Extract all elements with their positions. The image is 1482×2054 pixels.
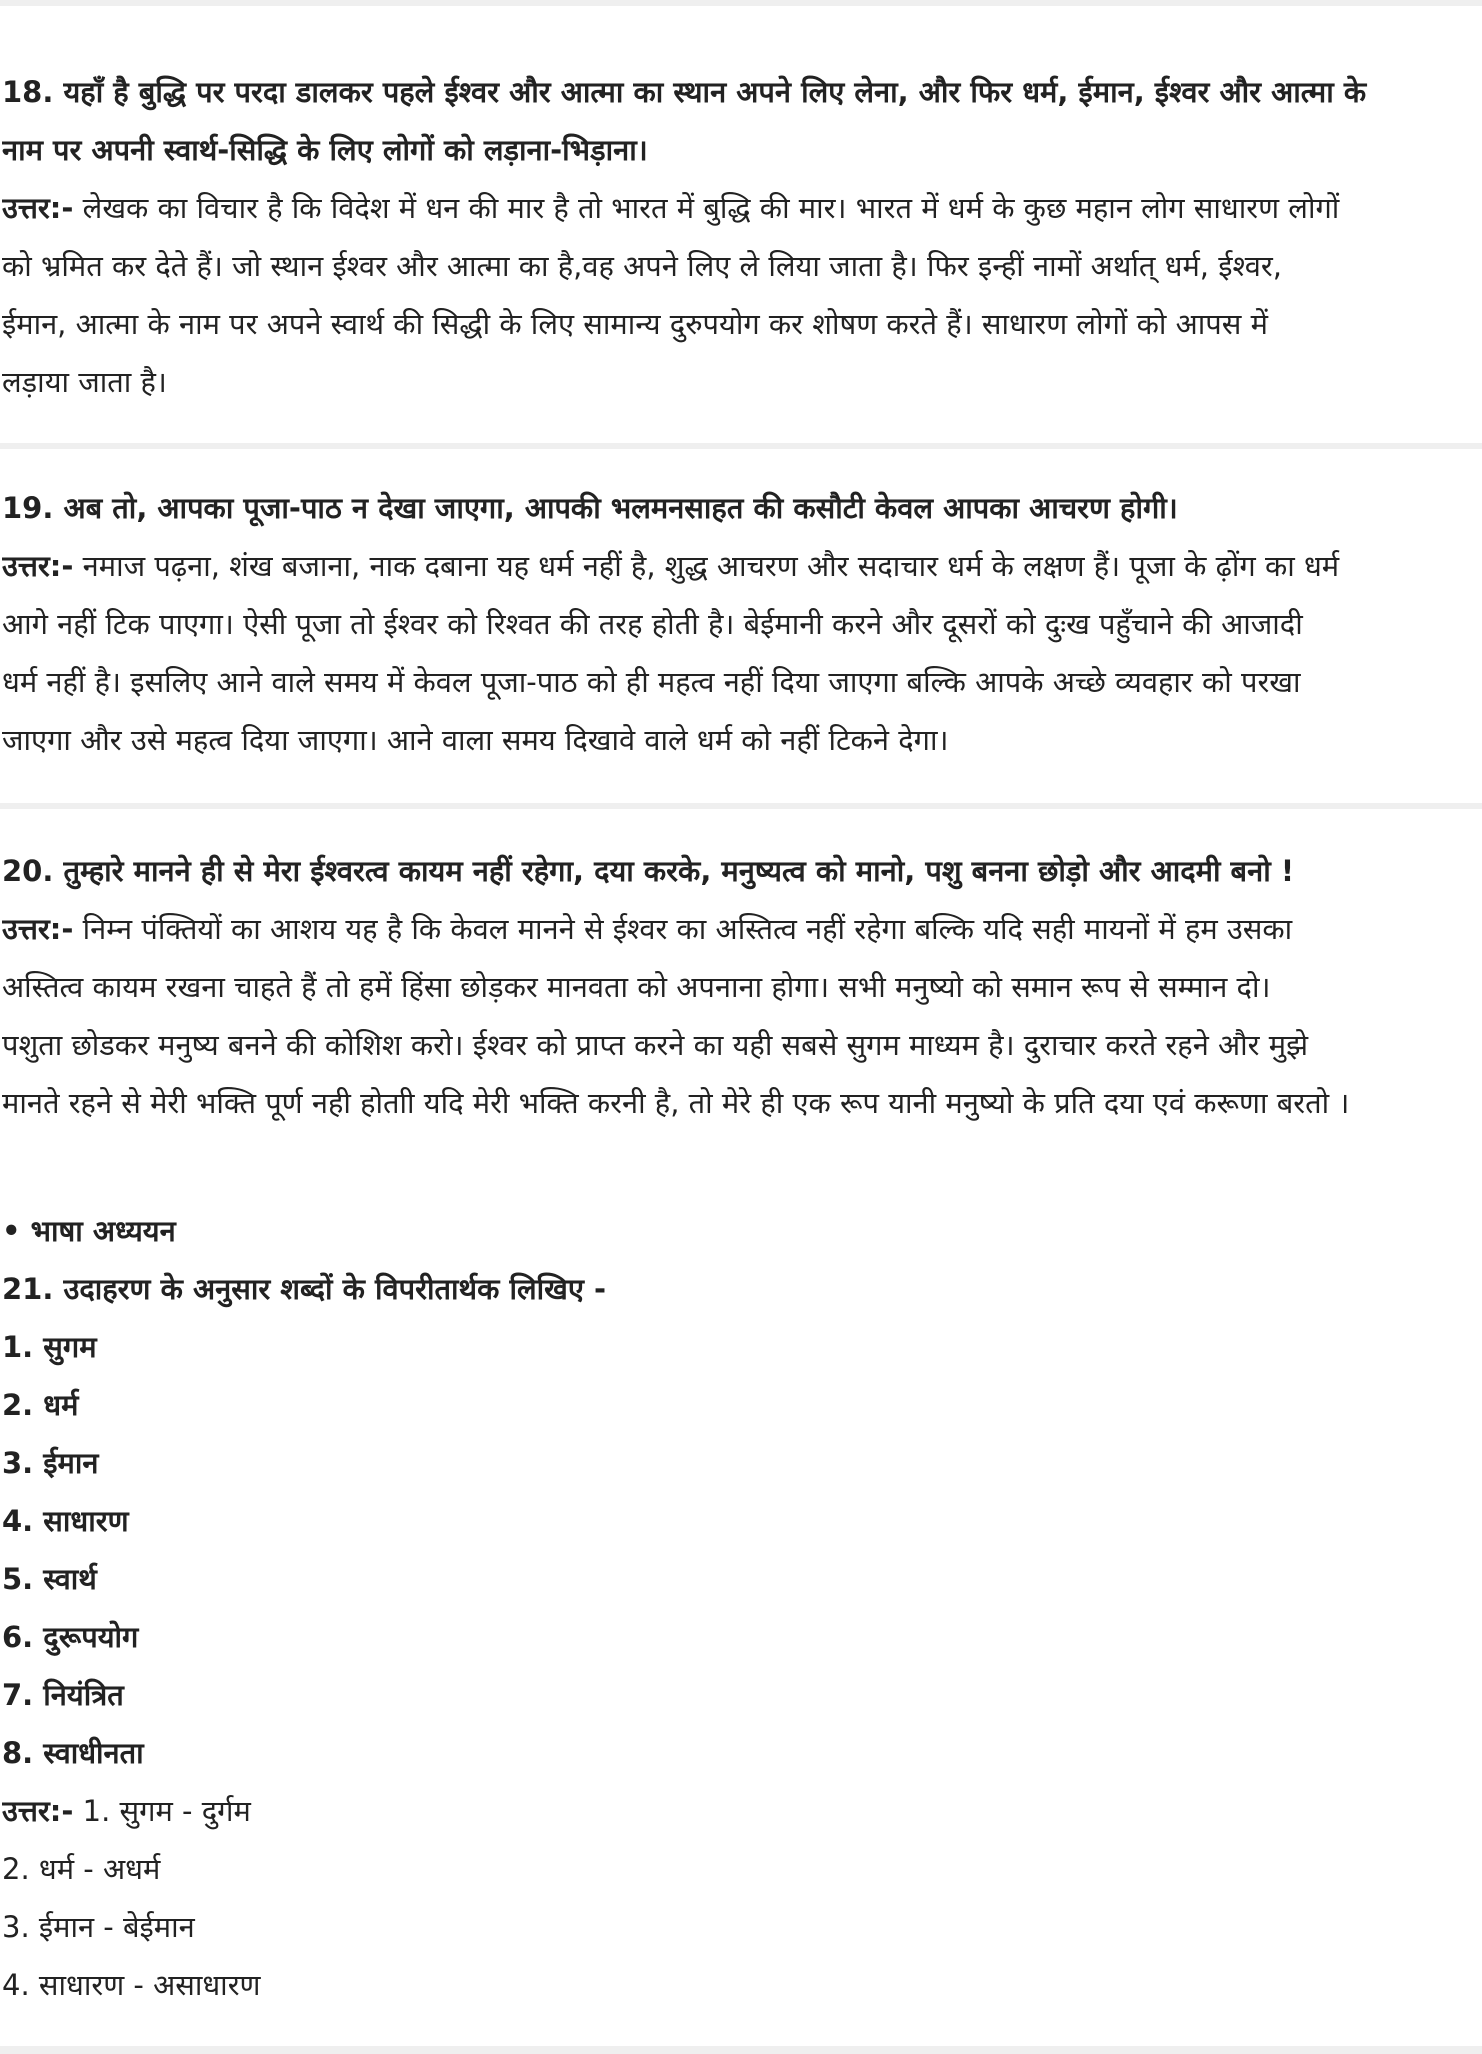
word-item: 2. धर्म [2, 1388, 79, 1422]
answer-18-line: ईमान, आत्मा के नाम पर अपने स्वार्थ की सिद्धी के लिए सामान्य दुरुपयोग कर शोषण करते हैं। साधारण लोगों को आपस में [2, 307, 1268, 341]
question-19-section [2, 479, 1480, 769]
language-heading: • भाषा अध्ययन [2, 1214, 176, 1248]
word-item: 7. नियंत्रित [2, 1678, 124, 1712]
word-item: 1. सुगम [2, 1330, 97, 1364]
word-item: 8. स्वाधीनता [2, 1736, 144, 1770]
answer-text: निम्न पंक्तियों का आशय यह है कि केवल मानने से ईश्वर का अस्तित्व नहीं रहेगा बल्कि यदि सही मायनों में हम उसका [73, 912, 1293, 946]
answer-21-line: 4. साधारण - असाधारण [2, 1968, 261, 2002]
answer-19-line: धर्म नहीं है। इसलिए आने वाले समय में केवल पूजा-पाठ को ही महत्व नहीं दिया जाएगा बल्कि आपके अच्छे व्यवहार को परखा [2, 665, 1301, 699]
word-item: 5. स्वार्थ [2, 1562, 97, 1596]
answer-text: नमाज पढ़ना, शंख बजाना, नाक दबाना यह धर्म नहीं है, शुद्ध आचरण और सदाचार धर्म के लक्षण हैं। पूजा के ढ़ोंग का धर्म [73, 549, 1340, 583]
answer-label: उत्तर:- [2, 549, 74, 583]
question-19-line: 19. अब तो, आपका पूजा-पाठ न देखा जाएगा, आपकी भलमनसाहत की कसौटी केवल आपका आचरण होगी। [2, 491, 1178, 525]
question-21: 21. उदाहरण के अनुसार शब्दों के विपरीतार्थक लिखिए - [2, 1272, 607, 1306]
question-18-section [2, 63, 1480, 411]
top-divider [0, 0, 1482, 6]
answer-18-line: को भ्रमित कर देते हैं। जो स्थान ईश्वर और आत्मा का है,वह अपने लिए ले लिया जाता है। फिर इन्हीं नामों अर्थात् धर्म, ईश्वर, [2, 249, 1282, 283]
answer-label: उत्तर:- [2, 191, 74, 225]
answer-18-line [2, 179, 1480, 237]
answer-18-line: लड़ाया जाता है। [2, 365, 167, 399]
answer-label: उत्तर:- [2, 912, 74, 946]
answer-19-line: आगे नहीं टिक पाएगा। ऐसी पूजा तो ईश्वर को रिश्वत की तरह होती है। बेईमानी करने और दूसरों को दुःख पहुँचाने की आजादी [2, 607, 1303, 641]
word-item: 3. ईमान [2, 1446, 99, 1480]
answer-19-line: जाएगा और उसे महत्व दिया जाएगा। आने वाला समय दिखावे वाले धर्म को नहीं टिकने देगा। [2, 723, 949, 757]
question-18-line: नाम पर अपनी स्वार्थ-सिद्धि के लिए लोगों को लड़ाना-भिड़ाना। [2, 133, 648, 167]
word-item: 4. साधारण [2, 1504, 129, 1538]
answer-19-line [2, 537, 1480, 595]
answer-20-line: पशुता छोडकर मनुष्य बनने की कोशिश करो। ईश्वर को प्राप्त करने का यही सबसे सुगम माध्यम है। दुराचार करते रहने और मुझे [2, 1028, 1309, 1062]
answer-label: उत्तर:- [2, 1794, 74, 1828]
answer-text: 1. सुगम - दुर्गम [73, 1794, 251, 1828]
answer-21-line [2, 1782, 1480, 1840]
answer-21-line: 3. ईमान - बेईमान [2, 1910, 195, 1944]
answer-20-line: अस्तित्व कायम रखना चाहते हैं तो हमें हिंसा छोड़कर मानवता को अपनाना होगा। सभी मनुष्यो को समान रूप से सम्मान दो। [2, 970, 1271, 1004]
section-divider [0, 803, 1482, 809]
answer-21-line: 2. धर्म - अधर्म [2, 1852, 161, 1886]
question-20-section [2, 842, 1480, 1132]
language-study-section [2, 1202, 1480, 2014]
section-divider [0, 443, 1482, 449]
bottom-divider [0, 2046, 1482, 2054]
question-18-line: 18. यहाँ है बुद्धि पर परदा डालकर पहले ईश्वर और आत्मा का स्थान अपने लिए लेना, और फिर धर्म, ईमान, ईश्वर और आत्मा के [2, 75, 1367, 109]
question-20-line: 20. तुम्हारे मानने ही से मेरा ईश्वरत्व कायम नहीं रहेगा, दया करके, मनुष्यत्व को मानो, पशु बनना छोड़ो और आदमी बनो ! [2, 854, 1295, 888]
word-item: 6. दुरूपयोग [2, 1620, 139, 1654]
answer-text: लेखक का विचार है कि विदेश में धन की मार है तो भारत में बुद्धि की मार। भारत में धर्म के कुछ महान लोग साधारण लोगों [73, 191, 1340, 225]
answer-20-line: मानते रहने से मेरी भक्ति पूर्ण नही होताी यदि मेरी भक्ति करनी है, तो मेरे ही एक रूप यानी मनुष्यो के प्रति दया एवं करूणा बरतो । [2, 1086, 1350, 1120]
answer-20-line [2, 900, 1480, 958]
